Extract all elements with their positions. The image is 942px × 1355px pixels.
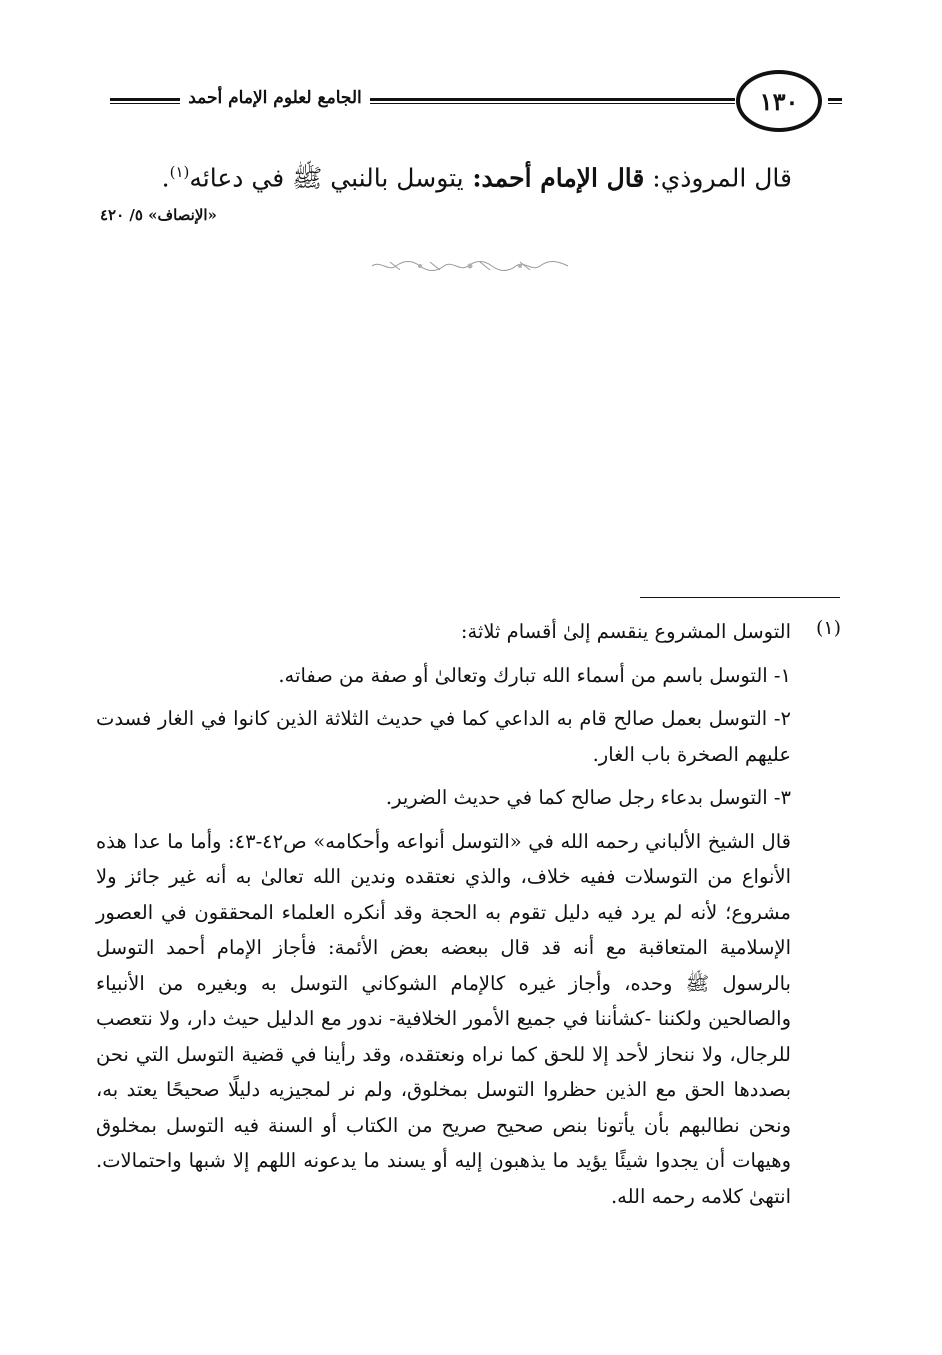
source-citation: «الإنصاف» ٥/ ٤٢٠ <box>100 206 217 224</box>
ornament-divider-icon <box>370 258 570 274</box>
footnote-intro: التوسل المشروع ينقسم إلىٰ أقسام ثلاثة: <box>460 620 791 643</box>
header-rule-right <box>828 98 842 104</box>
header-rule-left <box>110 98 180 104</box>
main-quote <box>100 152 792 198</box>
quote-prefix: قال المروذي: <box>644 163 792 193</box>
page-number: ١٣٠ <box>759 86 799 116</box>
header-rule-middle <box>370 98 735 104</box>
footnote-body <box>96 614 791 1214</box>
quote-speaker: قال الإمام أحمد: <box>463 163 645 193</box>
footnote-item-3: ٣- التوسل بدعاء رجل صالح كما في حديث الضرير. <box>385 786 791 809</box>
footnote-reference[interactable]: (١) <box>169 163 190 181</box>
footnote-item-2: ٢- التوسل بعمل صالح قام به الداعي كما في حديث الثلاثة الذين كانوا في الغار فسدت عليهم الصخرة باب الغار. <box>96 707 791 766</box>
footnote-marker: (١) <box>815 617 841 639</box>
footnote-item-1: ١- التوسل باسم من أسماء الله تبارك وتعالىٰ أو صفة من صفاته. <box>278 663 791 687</box>
footnote-albani-quote: قال الشيخ الألباني رحمه الله في «التوسل أنواعه وأحكامه» ص٤٢-٤٣: وأما ما عدا هذه الأنواع من التوسلات ففيه خلاف، والذي نعتقده وندين الله تعالىٰ به أنه غير جائز ولا مشروع؛ لأنه لم يرد فيه دليل تقوم به الحجة وقد أنكره العلماء المحققون في العصور الإسلامية المتعاقبة مع أنه قد قال ببعضه بعض الأئمة: فأجاز الإمام أحمد التوسل بالرسول ﷺ وحده، وأجاز غيره كالإمام الشوكاني التوسل به وبغيره من الأنبياء والصالحين ولكننا -كشأننا في جميع الأمور الخلافية- ندور مع الدليل حيث دار، ولا نتعصب للرجال، ولا ننحاز لأحد إلا للحق كما نراه ونعتقده، وقد رأينا في قضية التوسل التي نحن بصددها الحق مع الذين حظروا التوسل بمخلوق، ولم نر لمجيزيه دليلًا صحيحًا يعتد به، ونحن نطالبهم بأن يأتونا بنص صحيح صريح من الكتاب أو السنة فيه التوسل بمخلوق وهيهات أن يجدوا شيئًا يؤيد ما يذهبون إليه أو يسند ما يدعونه اللهم إلا شبها واحتمالات. انتهىٰ كلامه رحمه الله. <box>96 829 791 1208</box>
quote-text: يتوسل بالنبي ﷺ في دعائه <box>189 163 464 193</box>
running-header-title: الجامع لعلوم الإمام أحمد <box>188 88 362 108</box>
page-number-badge <box>736 70 822 132</box>
footnote-separator <box>640 597 840 598</box>
quote-end: . <box>161 163 170 193</box>
